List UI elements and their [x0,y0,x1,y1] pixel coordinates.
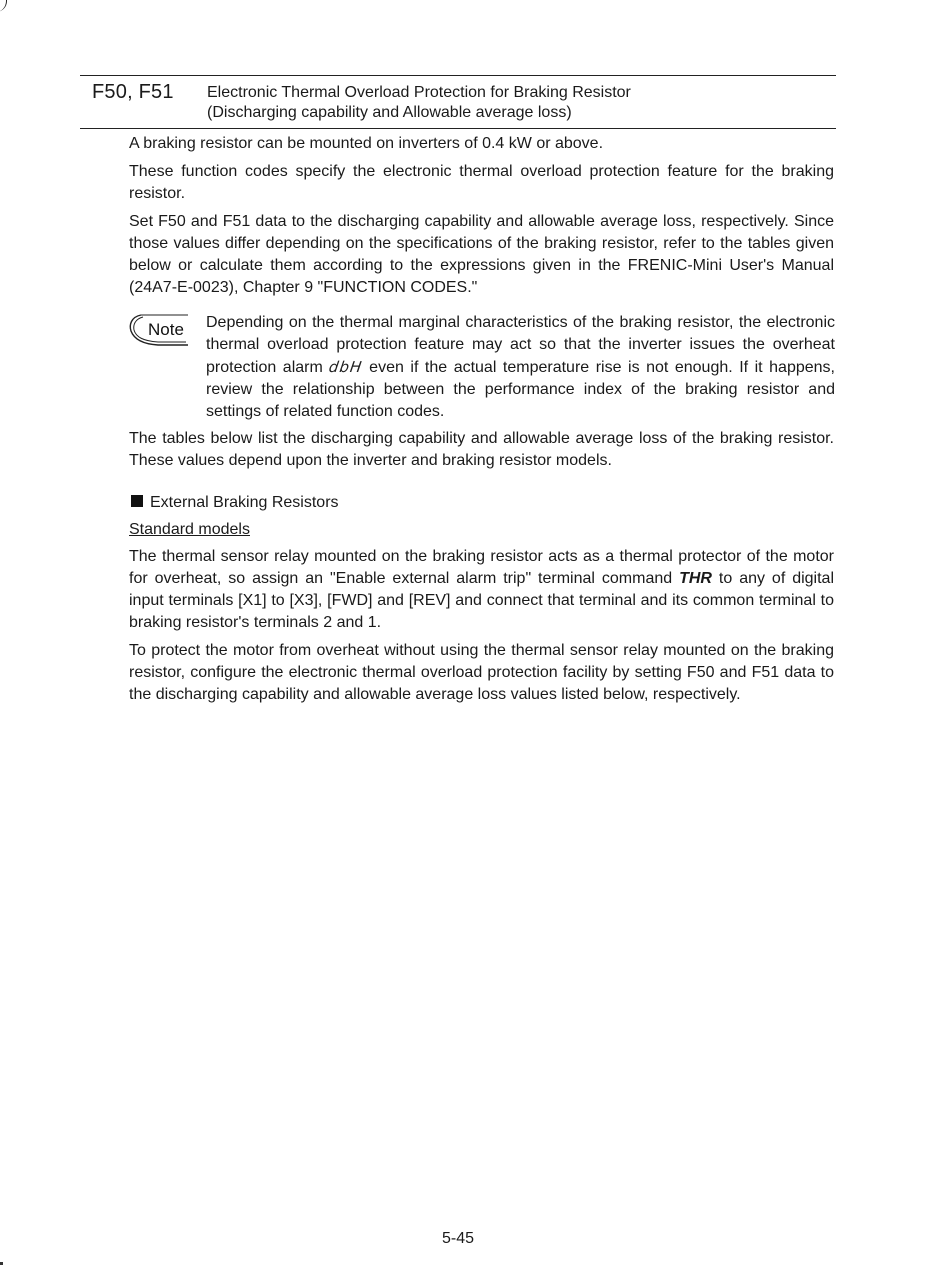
function-title-line1: Electronic Thermal Overload Protection for Braking Resistor [207,84,631,101]
function-code-label: F50, F51 [92,81,174,103]
section-heading-text: External Braking Resistors [150,494,339,511]
header-top-rule [80,75,836,76]
page-edge-dot [0,1262,3,1265]
terminal-command-thr: THR [679,570,712,587]
section-body [129,546,834,706]
section-paragraph-1 [129,546,834,634]
note-text-before: Depending on the thermal marginal characteristics of the braking resistor, the electronic thermal overload protection feature may act so that the inverter issues the overheat protection alarm [206,314,835,376]
subheading-standard-models: Standard models [129,521,250,538]
page-number: 5-45 [441,1230,475,1247]
section-paragraph-1-before: The thermal sensor relay mounted on the braking resistor acts as a thermal protector of the motor for overheat, so assign an "Enable external alarm trip" terminal command [129,548,834,587]
intro-section [129,133,834,299]
note-icon [128,311,190,347]
square-bullet-icon [131,495,143,507]
alarm-code-dbh: dbH [328,358,364,376]
header-bottom-rule [80,128,836,129]
page-corner-mark [0,0,7,12]
section-paragraph-1-after: to any of digital input terminals [X1] to [X3], [FWD] and [REV] and connect that terminal and its common terminal to braking resistor's terminals 2 and 1. [129,570,835,631]
function-title-line2: (Discharging capability and Allowable average loss) [207,104,572,121]
note-text-after: even if the actual temperature rise is not enough. If it happens, review the relationship between the performance index of the braking resistor and settings of related function codes. [206,359,835,420]
section-heading [131,492,339,514]
tables-intro-paragraph: The tables below list the discharging capability and allowable average loss of the braking resistor. These values depend upon the inverter and braking resistor models. [129,430,834,469]
intro-paragraph-3: Set F50 and F51 data to the discharging capability and allowable average loss, respectively. Since those values differ depending on the specifications of the braking resistor, refer to the tables given below or calculate them according to the expressions given in the FRENIC-Mini User's Manual (24A7-E-0023), Chapter 9 "FUNCTION CODES." [129,213,834,296]
note-text [206,312,835,423]
note-icon-label: Note [148,320,184,339]
intro-paragraph-2: These function codes specify the electronic thermal overload protection feature for the braking resistor. [129,163,834,202]
section-paragraph-2: To protect the motor from overheat without using the thermal sensor relay mounted on the braking resistor, configure the electronic thermal overload protection facility by setting F50 and F51 data to the discharging capability and allowable average loss values listed below, respectively. [129,642,834,703]
intro-paragraph-1: A braking resistor can be mounted on inverters of 0.4 kW or above. [129,135,604,152]
function-title [207,83,631,123]
